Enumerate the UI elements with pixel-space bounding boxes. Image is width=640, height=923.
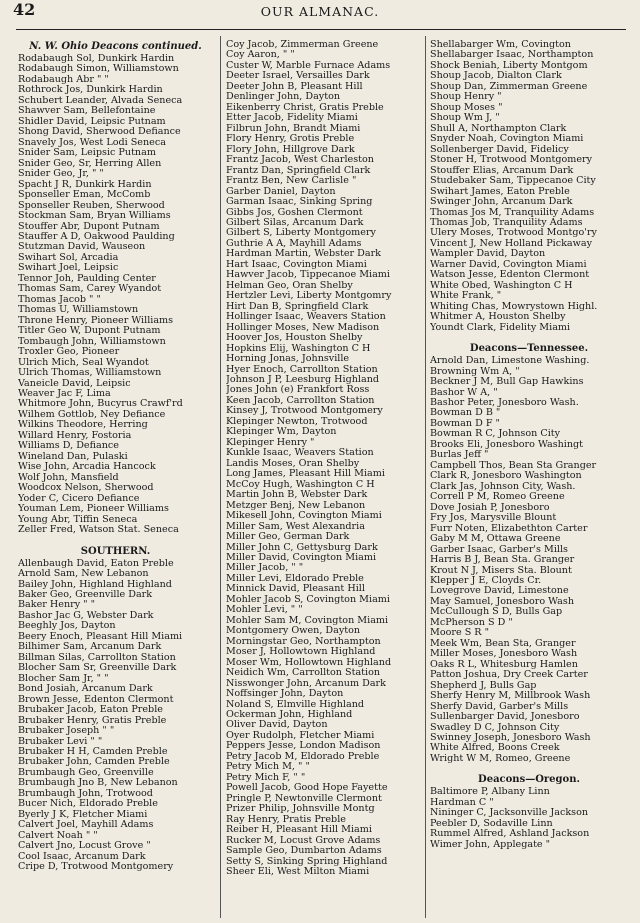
list-entry: Shellabarger Isaac, Northampton (430, 50, 594, 61)
list-entry: Furr Noten, Elizabethton Carter (430, 523, 588, 534)
list-entry: Spacht J R, Dunkirk Hardin (18, 179, 152, 190)
list-entry: Garman Isaac, Sinking Spring (226, 197, 373, 208)
list-entry: Hyer Enoch, Carrollton Station (226, 364, 378, 375)
list-entry: Klepinger Wm, Dayton (226, 427, 337, 438)
list-entry: Klepinger Henry " (226, 437, 315, 448)
list-entry: Brubaker H H, Camden Preble (18, 747, 168, 757)
section-heading-southern: SOUTHERN. (80, 545, 151, 557)
list-entry: Woodcox Nelson, Sherwood (18, 483, 154, 494)
list-entry: Pringle P, Newtonville Clermont (226, 793, 382, 804)
list-entry: Brumbaugh Jno B, New Lebanon (18, 778, 178, 789)
list-entry: Denlinger John, Dayton (226, 92, 341, 103)
list-entry: Coy Aaron, " " (226, 50, 295, 61)
list-entry: Rodabaugh Simon, Williamstown (18, 64, 179, 75)
list-entry: Hirt Dan B, Springfield Clark (226, 301, 369, 312)
section-heading-tennessee: Deacons—Tennessee. (469, 343, 589, 355)
list-entry: Shoup Jacob, Dialton Clark (430, 71, 562, 82)
list-entry: Brubaker Levi " " (18, 736, 103, 747)
list-entry: Browning Wm A, " (430, 366, 520, 377)
list-entry: Shellabarger Wm, Covington (430, 40, 571, 50)
list-entry: Swihart Joel, Leipsic (18, 263, 119, 274)
list-entry: Hollinger Moses, New Madison (226, 322, 380, 333)
list-entry: Williams D, Defiance (18, 441, 119, 452)
list-entry: Vincent J, New Holland Pickaway (430, 238, 593, 249)
list-entry: Rothrock Jos, Dunkirk Hardin (18, 85, 163, 96)
list-entry: Gilbert S, Liberty Montgomery (226, 228, 376, 239)
list-entry: Custer W, Marble Furnace Adams (226, 60, 391, 71)
list-entry: Helman Geo, Oran Shelby (226, 280, 353, 291)
list-entry: Moore S R " (430, 628, 489, 639)
deacon-list-southern-c (430, 40, 628, 333)
list-entry: Miller Sam, West Alexandria (226, 521, 365, 532)
list-entry: Ray Henry, Pratis Preble (226, 814, 346, 825)
list-entry: Flory Henry, Grotis Preble (226, 134, 355, 145)
list-entry: Bashor W A, " (430, 387, 498, 398)
list-entry: Burlas Jeff " (430, 450, 489, 461)
list-entry: Ulrich Mich, Seal Wyandot (18, 357, 149, 368)
list-entry: Hoover Jos, Houston Shelby (226, 333, 363, 344)
list-entry: Setty S, Sinking Spring Highland (226, 856, 388, 867)
list-entry: Studebaker Sam, Tippecanoe City (430, 176, 596, 187)
list-entry: Tombaugh John, Williamstown (18, 336, 166, 347)
list-entry: Calvert Jno, Locust Grove " (18, 841, 151, 852)
list-entry: Peppers Jesse, London Madison (226, 741, 381, 752)
list-entry: Byerly J K, Fletcher Miami (18, 809, 148, 820)
list-entry: Snider Sam, Leipsic Putnam (18, 148, 156, 159)
list-entry: Swinney Joseph, Jonesboro Wash (430, 733, 591, 743)
list-entry: Shawver Sam, Bellefontaine (18, 106, 156, 117)
list-entry: Etter Jacob, Fidelity Miami (226, 113, 358, 124)
list-entry: Dove Josiah P, Jonesboro (430, 502, 550, 513)
list-entry: Petry Jacob M, Eldorado Preble (226, 751, 380, 762)
list-entry: Gaby M M, Ottawa Greene (430, 534, 561, 545)
list-entry: Bilhimer Sam, Arcanum Dark (18, 642, 162, 653)
list-entry: Shepherd J, Bulls Gap (430, 680, 537, 691)
list-entry: Bond Josiah, Arcanum Dark (18, 684, 153, 695)
list-entry: Snider Geo, Sr, Herring Allen (18, 158, 162, 169)
list-entry: Ockerman John, Highland (226, 710, 353, 720)
list-entry: Blocher Sam Jr, " " (18, 673, 109, 684)
list-entry: Stoner H, Trotwood Montgomery (430, 155, 593, 166)
list-entry: Whitmore John, Bucyrus Crawf'rd (18, 399, 183, 410)
list-entry: Miller Levi, Eldorado Preble (226, 573, 364, 584)
list-entry: Beeghly Jos, Dayton (18, 621, 116, 632)
list-entry: Bashor Jac G, Webster Dark (18, 610, 154, 621)
list-entry: Sponseller Reuben, Sherwood (18, 200, 165, 211)
list-entry: Sample Geo, Dumbarton Adams (226, 846, 382, 857)
list-entry: Rodabaugh Abr " " (18, 74, 109, 85)
list-entry: Stouffer Abr, Dupont Putnam (18, 221, 160, 232)
list-entry: Petry Mich M, " " (226, 762, 310, 773)
list-entry: Nisswonger John, Arcanum Dark (226, 678, 386, 689)
list-entry: Clark Jas, Johnson City, Wash. (430, 481, 576, 492)
list-entry: Miller Moses, Jonesboro Wash (430, 649, 578, 660)
list-entry: Meek Wm, Bean Sta, Granger (430, 638, 576, 649)
list-entry: Beckner J M, Bull Gap Hawkins (430, 377, 584, 388)
list-entry: Montgomery Owen, Dayton (226, 626, 361, 637)
column-divider-1 (220, 36, 221, 918)
list-entry: Miller Geo, German Dark (226, 532, 350, 543)
list-entry: Vaneicle David, Leipsic (18, 378, 131, 389)
list-entry: Hardman C " (430, 797, 494, 808)
deacon-list-tennessee (430, 356, 628, 764)
list-entry: Flory John, Hillgrove Dark (226, 144, 355, 155)
list-entry: Throne Henry, Pioneer Williams (18, 315, 174, 326)
list-entry: Wright W M, Romeo, Greene (430, 753, 571, 764)
list-entry: Thomas Jacob " " (18, 294, 101, 305)
list-entry: Billman Silas, Carrollton Station (18, 652, 176, 663)
list-entry: Hertzler Levi, Liberty Montgomry (226, 291, 392, 302)
list-entry: Campbell Thos, Bean Sta Granger (430, 460, 597, 471)
list-entry: Brubaker Jacob, Eaton Preble (18, 705, 163, 716)
list-entry: Mohler Jacob S, Covington Miami (226, 594, 390, 605)
list-entry: Gilbert Silas, Arcanum Dark (226, 217, 364, 228)
list-entry: Shidler David, Leipsic Putnam (18, 116, 166, 127)
list-entry: Rummel Alfred, Ashland Jackson (430, 829, 590, 840)
list-entry: Martin John B, Webster Dark (226, 490, 368, 501)
list-entry: Horning Jonas, Johnsville (226, 354, 350, 365)
list-entry: Wilhem Gottlob, Ney Defiance (18, 409, 166, 420)
list-entry: Titler Geo W, Dupont Putnam (18, 326, 161, 337)
list-entry: Hollinger Isaac, Weavers Station (226, 312, 386, 323)
running-head: OUR ALMANAC. (260, 4, 380, 19)
list-entry: Minnick David, Pleasant Hill (226, 584, 365, 595)
section-heading-nw-ohio: N. W. Ohio Deacons continued. (29, 41, 202, 52)
list-entry: Clark R, Jonesboro Washington (430, 471, 582, 482)
list-entry: Snider Geo, Jr, " " (18, 169, 104, 180)
list-entry: Swihart James, Eaton Preble (430, 186, 570, 197)
list-entry: Metzger Benj, New Lebanon (226, 500, 366, 511)
deacon-list-nw-ohio (18, 54, 213, 536)
list-entry: Sponseller Eman, McComb (18, 190, 151, 201)
list-entry: Zeller Fred, Watson Stat. Seneca (18, 525, 179, 536)
list-entry: Wimer John, Applegate " (430, 839, 551, 850)
list-entry: Frantz Ben, New Carlisle " (226, 176, 357, 187)
list-entry: Mohler Sam M, Covington Miami (226, 615, 389, 626)
list-entry: Moser J, Hollowtown Highland (226, 647, 376, 658)
list-entry: Baker Geo, Greenville Dark (18, 589, 153, 600)
list-entry: Calvert Noah " " (18, 830, 98, 841)
list-entry: Garber Daniel, Dayton (226, 186, 336, 197)
list-entry: Whitmer A, Houston Shelby (430, 312, 566, 323)
list-entry: Snyder Noah, Covington Miami (430, 134, 584, 145)
list-entry: Frantz Jacob, West Charleston (226, 155, 374, 166)
list-entry: White Frank, " (430, 291, 502, 302)
list-entry: Brooks Eli, Jonesboro Washingt (430, 439, 584, 450)
list-entry: Neidich Wm, Carrollton Station (226, 668, 381, 679)
list-entry: McCoy Hugh, Washington C H (226, 479, 375, 490)
list-entry: Coy Jacob, Zimmerman Greene (226, 40, 379, 50)
list-entry: Shull A, Northampton Clark (430, 123, 567, 134)
list-entry: Sollenberger David, Fidelicy (430, 144, 569, 155)
list-entry: Brown Jesse, Edenton Clermont (18, 694, 174, 705)
list-entry: Calvert Joel, Mayhill Adams (18, 820, 154, 831)
list-entry: Swadley D C, Johnson City (430, 722, 560, 733)
list-entry: Sherfy David, Garber's Mills (430, 701, 569, 712)
list-entry: Willard Henry, Fostoria (18, 430, 132, 441)
list-entry: Noffsinger John, Dayton (226, 689, 344, 700)
list-entry: Prizer Philip, Johnsville Montg (226, 804, 375, 815)
list-entry: Thomas Job, Tranquility Adams (430, 217, 583, 228)
list-entry: Patton Joshua, Dry Creek Carter (430, 670, 588, 681)
list-entry: Petry Mich F, " " (226, 772, 306, 783)
list-entry: Eikenberry Christ, Gratis Preble (226, 102, 384, 113)
deacon-list-southern-a (18, 559, 213, 873)
list-entry: May Samuel, Jonesboro Wash (430, 596, 575, 607)
list-entry: Troxler Geo, Pioneer (18, 347, 120, 358)
list-entry: Tennor Joh, Paulding Center (18, 273, 156, 284)
list-entry: Stouffer Elias, Arcanum Dark (430, 165, 574, 176)
list-entry: Deeter John B, Pleasant Hill (226, 81, 363, 92)
list-entry: Baker Henry " " (18, 600, 96, 611)
list-entry: Moser Wm, Hollowtown Highland (226, 657, 392, 668)
list-entry: White Obed, Washington C H (430, 280, 573, 291)
list-entry: Deeter Israel, Versailles Dark (226, 71, 370, 82)
list-entry: Yoder C, Cicero Defiance (18, 493, 140, 504)
list-entry: Oaks R L, Whitesburg Hamlen (430, 659, 578, 670)
list-entry: Allenbaugh David, Eaton Preble (18, 558, 174, 569)
list-entry: Filbrun John, Brandt Miami (226, 123, 361, 134)
list-entry: Sherfy Henry M, Millbrook Wash (430, 691, 591, 702)
column-divider-2 (425, 36, 426, 918)
list-entry: Swihart Sol, Arcadia (18, 252, 119, 263)
list-entry: Oliver David, Dayton (226, 720, 328, 731)
list-entry: Guthrie A A, Mayhill Adams (226, 238, 362, 249)
list-entry: Cool Isaac, Arcanum Dark (18, 851, 146, 862)
list-entry: Thomas U, Williamstown (18, 305, 139, 316)
list-entry: Weaver Jac F, Lima (18, 389, 111, 399)
list-entry: White Alfred, Boons Creek (430, 743, 560, 754)
list-entry: Ulery Moses, Trotwood Montgo'ry (430, 228, 597, 239)
list-entry: Bailey John, Highland Highland (18, 579, 172, 590)
list-entry: Powell Jacob, Good Hope Fayette (226, 783, 388, 794)
list-entry: Mikesell John, Covington Miami (226, 511, 382, 522)
list-entry: Wilkins Theodore, Herring (18, 420, 148, 431)
list-entry: Bowman R C, Johnson City (430, 429, 561, 440)
list-entry: Shoup Dan, Zimmerman Greene (430, 81, 588, 92)
column-left (18, 40, 213, 920)
list-entry: McPherson S D " (430, 617, 513, 628)
list-entry: Cripe D, Trotwood Montgomery (18, 862, 174, 873)
list-entry: Hawver Jacob, Tippecanoe Miami (226, 270, 390, 281)
list-entry: Blocher Sam Sr, Greenville Dark (18, 663, 177, 674)
list-entry: Sullenbarger David, Jonesboro (430, 712, 580, 723)
list-entry: McCullough S D, Bulls Gap (430, 607, 563, 618)
list-entry: Kunkle Isaac, Weavers Station (226, 448, 374, 459)
list-entry: Schubert Leander, Alvada Seneca (18, 95, 183, 106)
header-rule (16, 29, 626, 30)
list-entry: Oyer Rudolph, Fletcher Miami (226, 730, 375, 741)
list-entry: Hardman Martin, Webster Dark (226, 249, 381, 260)
list-entry: Garber Isaac, Garber's Mills (430, 544, 568, 555)
list-entry: Baltimore P, Albany Linn (430, 787, 550, 798)
list-entry: Harris B J, Bean Sta. Granger (430, 555, 575, 566)
list-entry: Frantz Dan, Springfield Clark (226, 165, 371, 176)
list-entry: Shoup Henry " (430, 92, 502, 103)
list-entry: Mohler Levi, " " (226, 605, 303, 616)
list-entry: Youman Lem, Pioneer Williams (18, 504, 169, 515)
list-entry: Hart Isaac, Covington Miami (226, 259, 367, 270)
list-entry: Bowman D B " (430, 408, 501, 419)
list-entry: Gibbs Jos, Goshen Clermont (226, 207, 363, 218)
list-entry: Johnson J P, Leesburg Highland (226, 375, 380, 385)
list-entry: Reiber H, Pleasant Hill Miami (226, 825, 372, 836)
list-entry: Shock Beniah, Liberty Montgom (430, 60, 588, 71)
deacon-list-oregon (430, 787, 628, 850)
list-entry: Shoup Wm J, " (430, 113, 500, 124)
list-entry: Brumbaugh Geo, Greenville (18, 767, 154, 778)
list-entry: Stockman Sam, Bryan Williams (18, 211, 171, 222)
list-entry: Jones John (e) Frankfort Ross (226, 385, 370, 396)
list-entry: Shong David, Sherwood Defiance (18, 127, 181, 138)
list-entry: Warner David, Covington Miami (430, 259, 587, 270)
list-entry: Long James, Pleasant Hill Miami (226, 469, 385, 480)
deacon-list-southern-b (226, 40, 422, 878)
list-entry: Peebler D, Sodaville Linn (430, 818, 553, 829)
list-entry: Wampler David, Dayton (430, 249, 546, 260)
list-entry: Shoup Moses " (430, 102, 503, 113)
list-entry: Bucer Nich, Eldorado Preble (18, 799, 158, 810)
section-heading-oregon: Deacons—Oregon. (478, 774, 580, 786)
list-entry: Wineland Dan, Pulaski (18, 451, 128, 462)
list-entry: Stutzman David, Wauseon (18, 242, 146, 253)
list-entry: Arnold Dan, Limestone Washing. (430, 356, 590, 367)
list-entry: Rucker M, Locust Grove Adams (226, 835, 381, 846)
list-entry: Landis Moses, Oran Shelby (226, 458, 360, 469)
list-entry: Thomas Jos M, Tranquility Adams (430, 207, 595, 218)
column-middle (226, 40, 422, 920)
list-entry: Ulrich Thomas, Williamstown (18, 368, 162, 379)
list-entry: Fry Jos, Marysville Blount (430, 513, 557, 524)
list-entry: Snavely Jos, West Lodi Seneca (18, 137, 166, 148)
list-entry: Brumbaugh John, Trotwood (18, 788, 153, 799)
list-entry: Klepinger Newton, Trotwood (226, 416, 368, 427)
list-entry: Hopkins Elij, Washington C H (226, 343, 371, 354)
list-entry: Rodabaugh Sol, Dunkirk Hardin (18, 54, 175, 64)
list-entry: Lovegrove David, Limestone (430, 586, 569, 597)
list-entry: Klepper J E, Cloyds Cr. (430, 575, 542, 586)
list-entry: Arnold Sam, New Lebanon (18, 569, 149, 580)
list-entry: Swinger John, Arcanum Dark (430, 197, 573, 208)
list-entry: Noland S, Elmville Highland (226, 699, 365, 710)
list-entry: Bowman D F " (430, 418, 500, 429)
list-entry: Brubaker John, Camden Preble (18, 757, 170, 768)
list-entry: Nininger C, Jacksonville Jackson (430, 808, 589, 819)
list-entry: Brubaker Henry, Gratis Preble (18, 715, 167, 726)
list-entry: Kinsey J, Trotwood Montgomery (226, 406, 383, 417)
list-entry: Miller David, Covington Miami (226, 552, 377, 563)
list-entry: Wolf John, Mansfield (18, 472, 119, 483)
list-entry: Watson Jesse, Edenton Clermont (430, 270, 590, 281)
list-entry: Miller John C, Gettysburg Dark (226, 542, 378, 553)
list-entry: Miller Jacob, " " (226, 563, 304, 574)
list-entry: Wise John, Arcadia Hancock (18, 462, 156, 473)
list-entry: Morningstar Geo, Northampton (226, 636, 381, 647)
list-entry: Youndt Clark, Fidelity Miami (430, 322, 571, 333)
list-entry: Krout N J, Misers Sta. Blount (430, 565, 572, 576)
list-entry: Brubaker Joseph " " (18, 726, 115, 737)
list-entry: Young Abr, Tiffin Seneca (18, 514, 138, 525)
column-right (430, 40, 628, 920)
list-entry: Bashor Peter, Jonesboro Wash. (430, 398, 579, 408)
page-number: 42 (13, 0, 36, 19)
list-entry: Stauffer A D, Oakwood Paulding (18, 231, 175, 242)
list-entry: Beery Enoch, Pleasant Hill Miami (18, 631, 183, 642)
list-entry: Keen Jacob, Carrollton Station (226, 395, 375, 406)
list-entry: Thomas Sam, Carey Wyandot (18, 284, 162, 295)
list-entry: Correll P M, Romeo Greene (430, 492, 565, 503)
list-entry: Sheer Eli, West Milton Miami (226, 867, 370, 878)
list-entry: Whiting Chas, Mowrystown Highl. (430, 301, 598, 312)
